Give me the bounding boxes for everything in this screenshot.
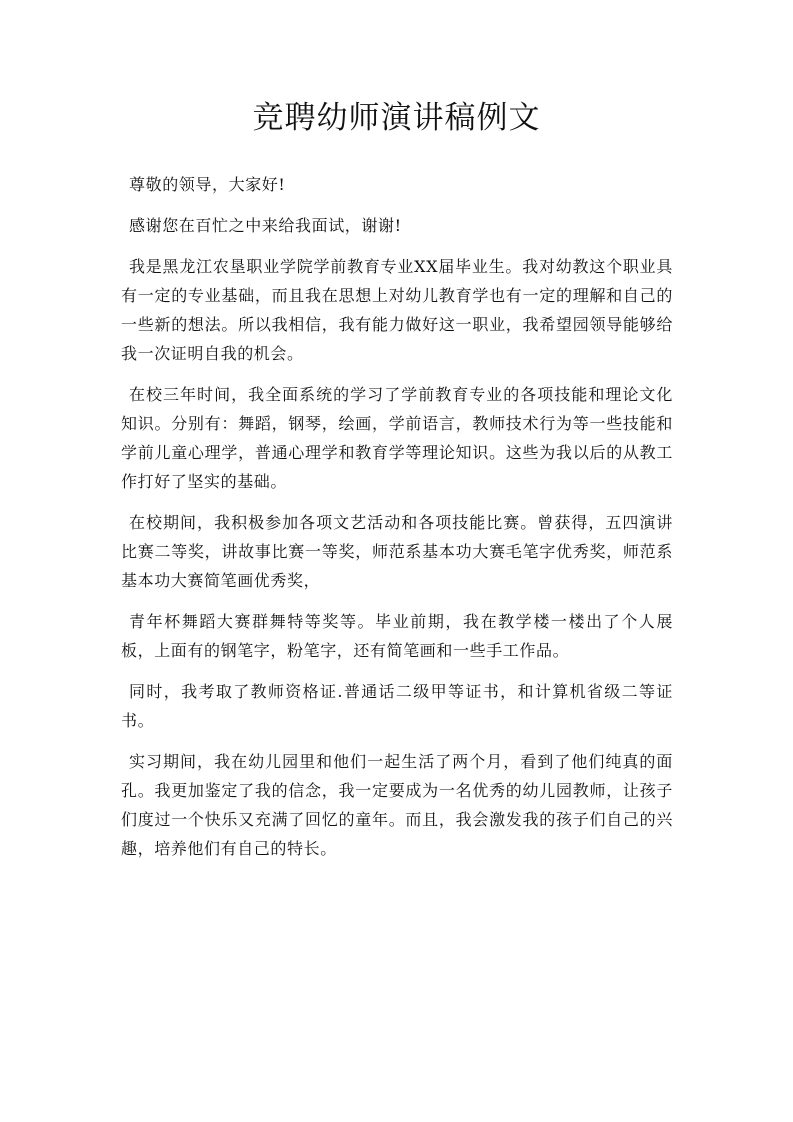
paragraph-introduction: 我是黑龙江农垦职业学院学前教育专业XX届毕业生。我对幼教这个职业具有一定的专业基础，而且我在思想上对幼儿教育学也有一定的理解和自己的一些新的想法。所以我相信，我有能力做好这一职业，我希望园领导能够给我一次证明自我的机会。 xyxy=(121,257,673,363)
paragraph-study: 在校三年时间，我全面系统的学习了学前教育专业的各项技能和理论文化知识。分别有：舞蹈，钢琴，绘画，学前语言，教师技术行为等一些技能和学前儿童心理学，普通心理学和教育学等理论知识。这些为我以后的从教工作打好了坚实的基础。 xyxy=(121,385,673,491)
paragraph-awards: 青年杯舞蹈大赛群舞特等奖等。毕业前期，我在教学楼一楼出了个人展板，上面有的钢笔字，粉笔字，还有简笔画和一些手工作品。 xyxy=(121,612,673,660)
paragraph-certificates: 同时，我考取了教师资格证.普通话二级甲等证书，和计算机省级二等证书。 xyxy=(121,682,673,730)
paragraph-activities: 在校期间，我积极参加各项文艺活动和各项技能比赛。曾获得，五四演讲比赛二等奖，讲故事比赛一等奖，师范系基本功大赛毛笔字优秀奖，师范系基本功大赛简笔画优秀奖， xyxy=(121,513,673,590)
paragraph-thanks: 感谢您在百忙之中来给我面试，谢谢! xyxy=(129,216,402,235)
paragraph-greeting: 尊敬的领导，大家好! xyxy=(129,175,286,194)
document-title: 竞聘幼师演讲稿例文 xyxy=(252,100,541,136)
paragraph-internship: 实习期间，我在幼儿园里和他们一起生活了两个月，看到了他们纯真的面孔。我更加鉴定了我的信念，我一定要成为一名优秀的幼儿园教师，让孩子们度过一个快乐又充满了回忆的童年。而且，我会激发我的孩子们自己的兴趣，培养他们有自己的特长。 xyxy=(121,752,673,858)
document-body xyxy=(121,170,673,875)
